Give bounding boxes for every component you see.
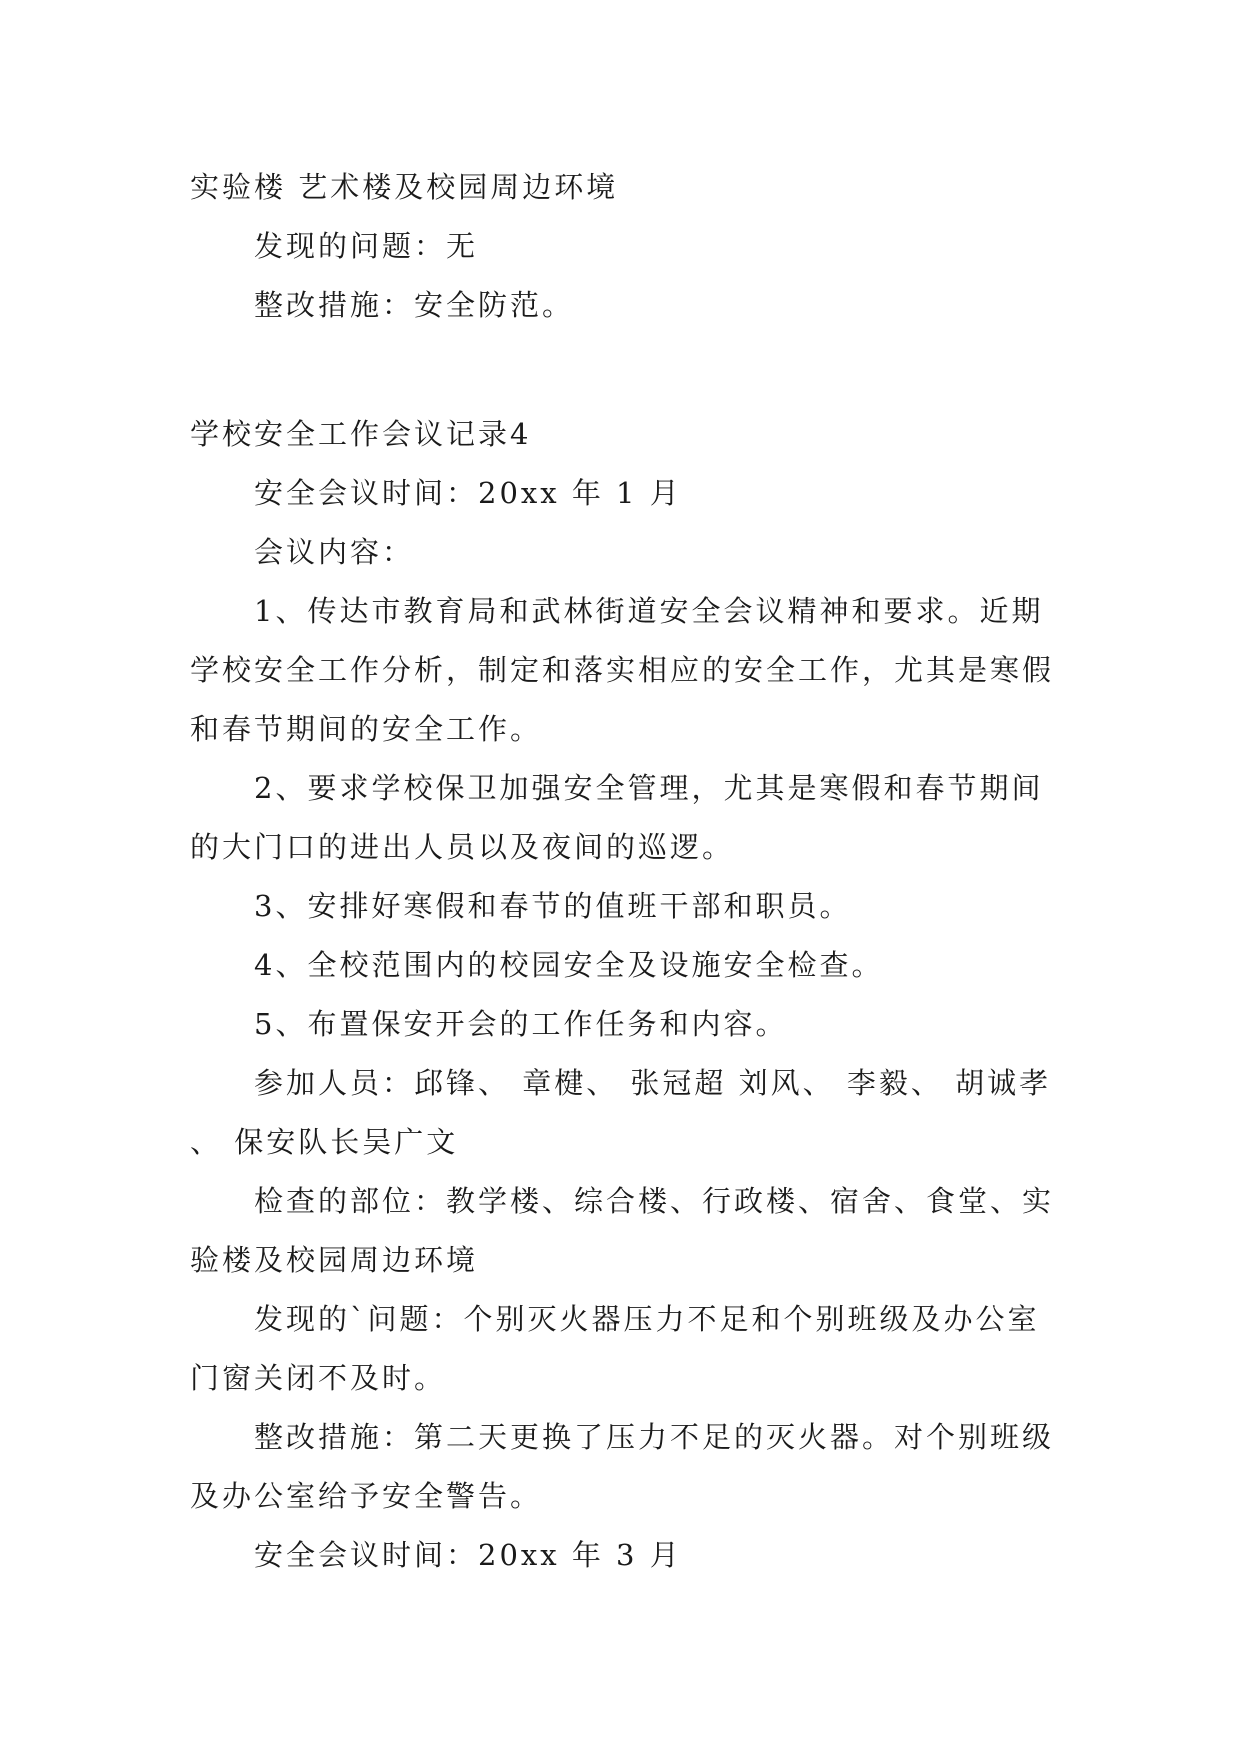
list-item: 3、安排好寒假和春节的值班干部和职员。 [254,889,852,923]
list-item: 5、布置保安开会的工作任务和内容。 [254,1007,788,1041]
list-item: 4、全校范围内的校园安全及设施安全检查。 [254,948,884,982]
list-item: 1、传达市教育局和武林街道安全会议精神和要求。近期学校安全工作分析，制定和落实相应的安全工作，尤其是寒假和春节期间的安全工作。 [190,594,1055,746]
problems-paragraph: 发现的`问题：个别灭火器压力不足和个别班级及办公室门窗关闭不及时。 [190,1302,1040,1395]
section-title: 学校安全工作会议记录4 [190,417,532,451]
problems-paragraph: 发现的问题：无 [254,229,479,263]
meeting-time: 安全会议时间：20xx 年 3 月 [254,1538,682,1572]
measures-paragraph: 整改措施：安全防范。 [254,288,575,322]
meeting-time: 安全会议时间：20xx 年 1 月 [254,476,682,510]
participants-paragraph: 参加人员：邱锋、 章楗、 张冠超 刘风、 李毅、 胡诚孝 、 保安队长吴广文 [190,1066,1052,1159]
inspected-parts-paragraph: 检查的部位：教学楼、综合楼、行政楼、宿舍、食堂、实验楼及校园周边环境 [190,1184,1055,1277]
content-label: 会议内容： [254,535,415,569]
list-item: 2、要求学校保卫加强安全管理，尤其是寒假和春节期间的大门口的进出人员以及夜间的巡逻。 [190,771,1044,864]
section-gap [190,335,1070,405]
document-body [190,158,1070,1585]
location-line: 实验楼 艺术楼及校园周边环境 [190,170,619,204]
measures-paragraph: 整改措施：第二天更换了压力不足的灭火器。对个别班级及办公室给予安全警告。 [190,1420,1055,1513]
